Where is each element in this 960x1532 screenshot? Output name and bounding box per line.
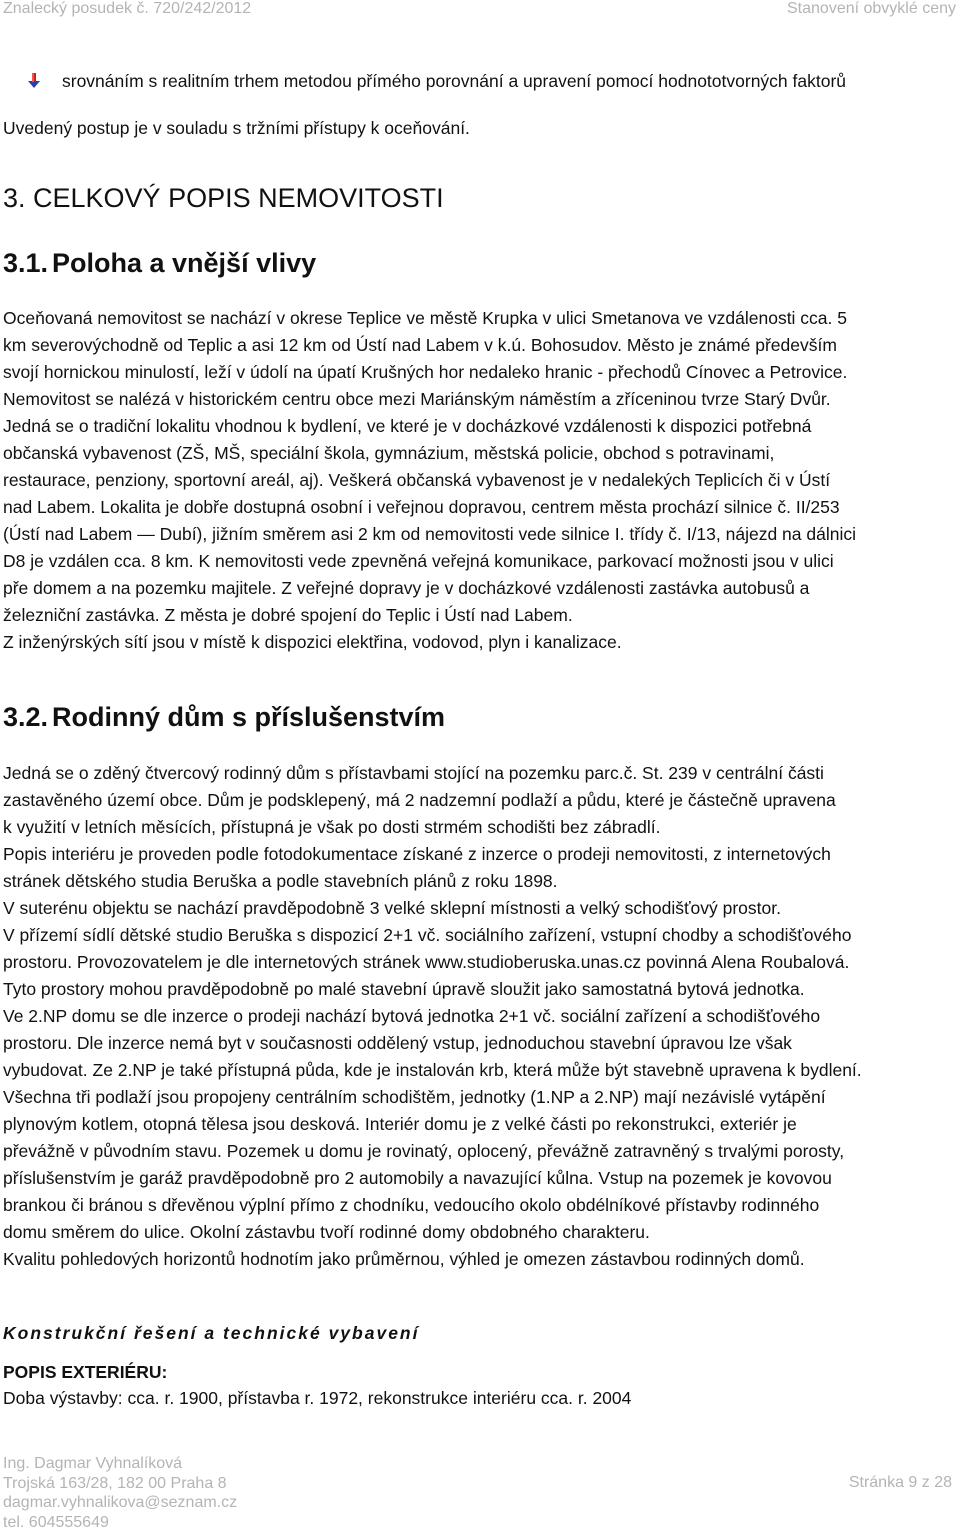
- text-line: D8 je vzdálen cca. 8 km. K nemovitosti vede zpevněná veřejná komunikace, parkovací možnosti jsou v ulici: [3, 548, 958, 575]
- section-3-1-title: Poloha a vnější vlivy: [52, 248, 316, 278]
- exterior-heading: POPIS EXTERIÉRU:: [3, 1362, 167, 1383]
- text-line: Kvalitu pohledových horizontů hodnotím jako průměrnou, výhled je omezen zástavbou rodinných domů.: [3, 1246, 958, 1273]
- text-line: Jedná se o zděný čtvercový rodinný dům s přístavbami stojící na pozemku parc.č. St. 239 v centrální části: [3, 760, 958, 787]
- text-line: převážně v původním stavu. Pozemek u domu je rovinatý, oplocený, převážně zatravněný s trvalými porosty,: [3, 1138, 958, 1165]
- footer-email: dagmar.vyhnalikova@seznam.cz: [3, 1493, 237, 1513]
- text-line: Všechna tři podlaží jsou propojeny centrálním schodištěm, jednotky (1.NP a 2.NP) mají nezávislé vytápění: [3, 1084, 958, 1111]
- text-line: vybudovat. Ze 2.NP je také přístupná půda, kde je instalován krb, která může být stavebně upravena k bydlení.: [3, 1057, 958, 1084]
- text-line: nad Labem. Lokalita je dobře dostupná osobní i veřejnou dopravou, centrem města prochází silnice č. II/253: [3, 494, 958, 521]
- text-line: zastavěného území obce. Dům je podsklepený, má 2 nadzemní podlaží a půdu, které je částečně upravena: [3, 787, 958, 814]
- house-description-paragraph: [3, 760, 958, 1273]
- construction-heading: Konstrukční řešení a technické vybavení: [3, 1323, 419, 1344]
- text-line: občanská vybavenost (ZŠ, MŠ, speciální škola, gymnázium, městská policie, obchod s potravinami,: [3, 440, 958, 467]
- text-line: Z inženýrských sítí jsou v místě k dispozici elektřina, vodovod, plyn i kanalizace.: [3, 629, 958, 656]
- text-line: příslušenstvím je garáž pravděpodobně pro 2 automobily a navazující kůlna. Vstup na pozemek je kovovou: [3, 1165, 958, 1192]
- text-line: plynovým kotlem, otopná tělesa jsou desková. Interiér domu je z velké části po rekonstrukci, exteriér je: [3, 1111, 958, 1138]
- section-3-2-heading: [3, 702, 445, 732]
- text-line: pře domem a na pozemku majitele. Z veřejné dopravy je v docházkové vzdálenosti zastávka autobusů a: [3, 575, 958, 602]
- page-footer: [3, 1454, 237, 1532]
- footer-phone: tel. 604555649: [3, 1513, 237, 1532]
- text-line: km severovýchodně od Teplic a asi 12 km od Ústí nad Labem v k.ú. Bohosudov. Město je známé především: [3, 332, 958, 359]
- section-3-2-title: Rodinný dům s příslušenstvím: [52, 702, 445, 732]
- footer-author-name: Ing. Dagmar Vyhnalíková: [3, 1454, 237, 1474]
- text-line: prostoru. Dle inzerce nemá byt v současnosti oddělený vstup, jednoduchou stavební úpravou lze však: [3, 1030, 958, 1057]
- text-line: Ve 2.NP domu se dle inzerce o prodeji nachází bytová jednotka 2+1 vč. sociální zařízení a schodišťového: [3, 1003, 958, 1030]
- page-header: [0, 0, 960, 20]
- footer-page-number: Stránka 9 z 28: [849, 1473, 952, 1493]
- section-3-heading: 3. CELKOVÝ POPIS NEMOVITOSTI: [3, 183, 444, 213]
- text-line: svojí hornickou minulostí, leží v údolí na úpatí Krušných hor nedaleko hranic - přechodů Cínovec a Petrovice.: [3, 359, 958, 386]
- text-line: V přízemí sídlí dětské studio Beruška s dispozicí 2+1 vč. sociálního zařízení, vstupní chodby a schodišťového: [3, 922, 958, 949]
- bullet-arrow-icon: [26, 72, 42, 88]
- text-line: Popis interiéru je proveden podle fotodokumentace získané z inzerce o prodeji nemovitosti, z internetových: [3, 841, 958, 868]
- text-line: Oceňovaná nemovitost se nachází v okrese Teplice ve městě Krupka v ulici Smetanova ve vzdálenosti cca. 5: [3, 305, 958, 332]
- text-line: V suterénu objektu se nachází pravděpodobně 3 velké sklepní místnosti a velký schodišťový prostor.: [3, 895, 958, 922]
- footer-address: Trojská 163/28, 182 00 Praha 8: [3, 1474, 237, 1494]
- bullet-text: srovnáním s realitním trhem metodou přímého porovnání a upravení pomocí hodnototvorných faktorů: [62, 71, 846, 91]
- text-line: domu směrem do ulice. Okolní zástavbu tvoří rodinné domy obdobného charakteru.: [3, 1219, 958, 1246]
- text-line: stránek dětského studia Beruška a podle stavebních plánů z roku 1898.: [3, 868, 958, 895]
- section-3-1-number: 3.1.: [3, 248, 52, 278]
- text-line: Nemovitost se nalézá v historickém centru obce mezi Mariánským náměstím a zříceninou tvrze Starý Dvůr.: [3, 386, 958, 413]
- text-line: restaurace, penziony, sportovní areál, aj). Veškerá občanská vybavenost je v nedalekých Teplicích či v Ústí: [3, 467, 958, 494]
- text-line: Tyto prostory mohou pravděpodobně po malé stavební úpravě sloužit jako samostatná bytová jednotka.: [3, 976, 958, 1003]
- bullet-item: [26, 70, 846, 92]
- text-line: brankou či bránou s dřevěnou výplní přímo z chodníku, vedoucího okolo obdélníkové přístavby rodinného: [3, 1192, 958, 1219]
- text-line: (Ústí nad Labem — Dubí), jižním směrem asi 2 km od nemovitosti vede silnice I. třídy č. I/13, nájezd na dálnici: [3, 521, 958, 548]
- text-line: Jedná se o tradiční lokalitu vhodnou k bydlení, ve které je v docházkové vzdálenosti k dispozici potřebná: [3, 413, 958, 440]
- text-line: železniční zastávka. Z města je dobré spojení do Teplic i Ústí nad Labem.: [3, 602, 958, 629]
- header-document-title: Znalecký posudek č. 720/242/2012: [3, 0, 251, 18]
- build-year-text: Doba výstavby: cca. r. 1900, přístavba r. 1972, rekonstrukce interiéru cca. r. 2004: [3, 1388, 631, 1409]
- location-paragraph: [3, 305, 958, 656]
- text-line: prostoru. Provozovatelem je dle internetových stránek www.studioberuska.unas.cz povinná Alena Roubalová.: [3, 949, 958, 976]
- intro-paragraph: Uvedený postup je v souladu s tržními přístupy k oceňování.: [3, 117, 958, 139]
- section-3-2-number: 3.2.: [3, 702, 52, 732]
- section-3-1-heading: [3, 248, 316, 278]
- text-line: k využití v letních měsících, přístupná je však po dosti strmém schodišti bez zábradlí.: [3, 814, 958, 841]
- header-section-title: Stanovení obvyklé ceny: [787, 0, 956, 18]
